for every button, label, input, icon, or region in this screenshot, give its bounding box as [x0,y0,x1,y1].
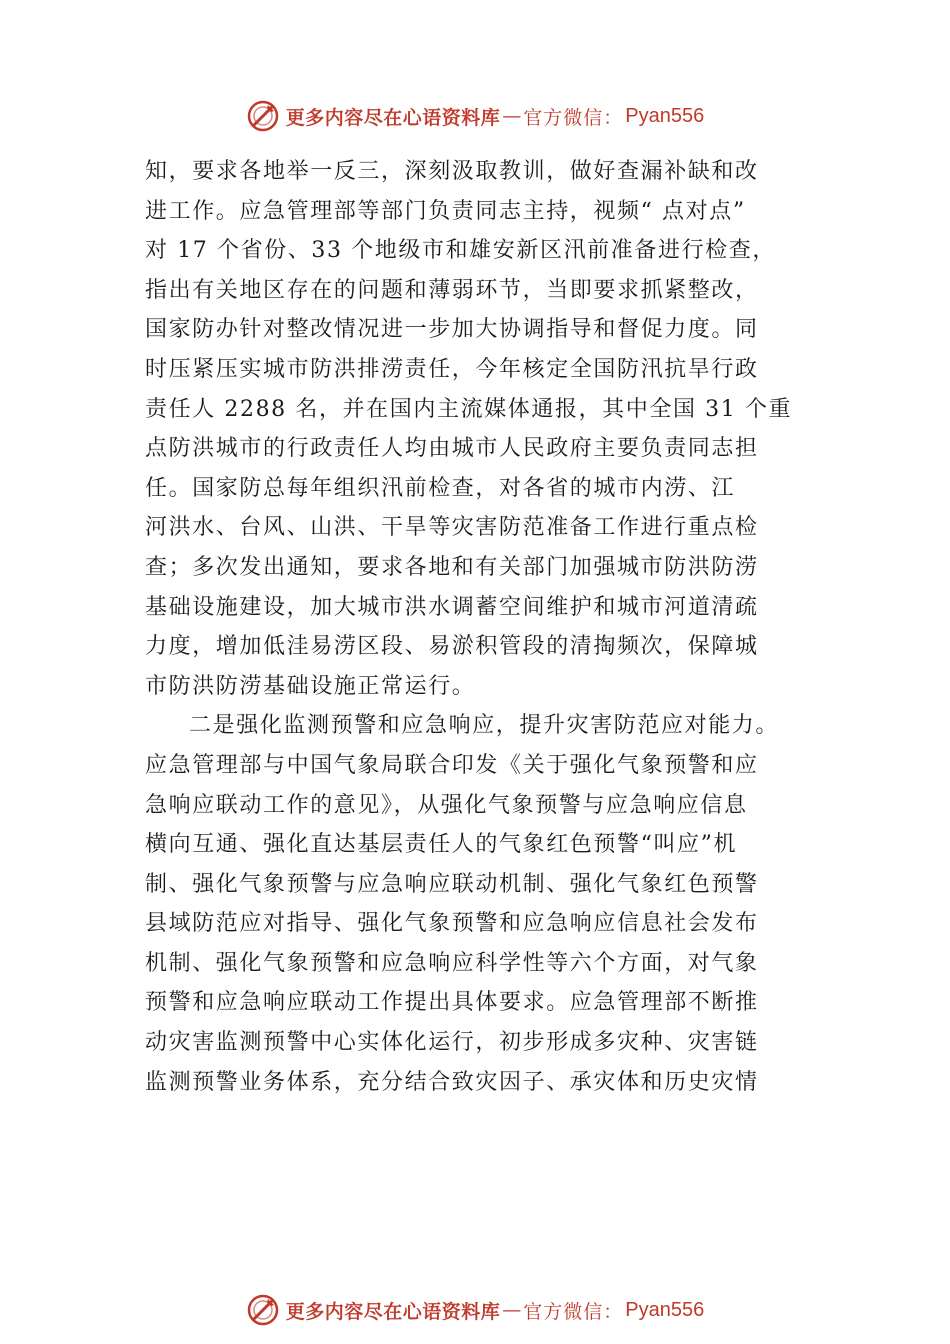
text-line: 急响应联动工作的意见》，从强化气象预警与应急响应信息 [145,792,748,818]
brand-logo-icon [246,99,280,133]
text-line: 责任人 2288 名，并在国内主流媒体通报，其中全国 31 个重 [145,396,793,422]
text-line: 横向互通、强化直达基层责任人的气象红色预警“叫应”机 [145,832,738,858]
banner-text: 更多内容尽在心语资料库 [285,106,501,129]
text-line: 应急管理部与中国气象局联合印发《关于强化气象预警和应 [145,752,759,778]
text-line: 力度，增加低洼易涝区段、易淤积管段的清掏频次，保障城 [145,634,759,660]
text-line: 指出有关地区存在的问题和薄弱环节，当即要求抓紧整改， [145,277,759,303]
paragraph-start-line: 二是强化监测预警和应急响应，提升灾害防范应对能力。 [189,713,780,739]
text-line: 对 17 个省份、33 个地级市和雄安新区汛前准备进行检查， [145,238,776,264]
text-line: 河洪水、台风、山洪、干旱等灾害防范准备工作进行重点检 [145,515,759,541]
text-line: 任。国家防总每年组织汛前检查，对各省的城市内涝、江 [145,475,736,501]
text-line: 点防洪城市的行政责任人均由城市人民政府主要负责同志担 [145,436,759,462]
banner-text: 更多内容尽在心语资料库 [285,1300,501,1323]
text-line: 知，要求各地举一反三，深刻汲取教训，做好查漏补缺和改 [145,159,759,184]
banner-wechat-id: Pyan556 [625,1298,705,1321]
text-line: 监测预警业务体系，充分结合致灾因子、承灾体和历史灾情 [145,1069,759,1095]
banner-dash: — [502,105,522,127]
text-line: 县域防范应对指导、强化气象预警和应急响应信息社会发布 [145,911,759,937]
text-line: 基础设施建设，加大城市洪水调蓄空间维护和城市河道清疏 [145,594,759,620]
banner-wechat-label: 官方微信： [523,1300,624,1323]
brand-logo-icon [246,1293,280,1327]
banner-dash: — [502,1299,522,1321]
text-line: 制、强化气象预警与应急响应联动机制、强化气象红色预警 [145,871,759,897]
text-line: 进工作。应急管理部等部门负责同志主持，视频“ 点对点” [145,198,746,224]
document-body [145,152,820,1102]
banner-wechat-id: Pyan556 [625,104,705,127]
text-line: 机制、强化气象预警和应急响应科学性等六个方面，对气象 [145,950,759,976]
text-line: 市防洪防涝基础设施正常运行。 [145,673,476,699]
banner-wechat-label: 官方微信： [523,106,624,129]
footer-watermark-banner [0,1290,950,1330]
header-watermark-banner [0,96,950,136]
text-line: 时压紧压实城市防洪排涝责任，今年核定全国防汛抗旱行政 [145,356,759,382]
text-line: 查；多次发出通知，要求各地和有关部门加强城市防洪防涝 [145,554,759,580]
text-line: 预警和应急响应联动工作提出具体要求。应急管理部不断推 [145,990,759,1016]
text-line: 动灾害监测预警中心实体化运行，初步形成多灾种、灾害链 [145,1030,759,1056]
text-line: 国家防办针对整改情况进一步加大协调指导和督促力度。同 [145,317,759,343]
